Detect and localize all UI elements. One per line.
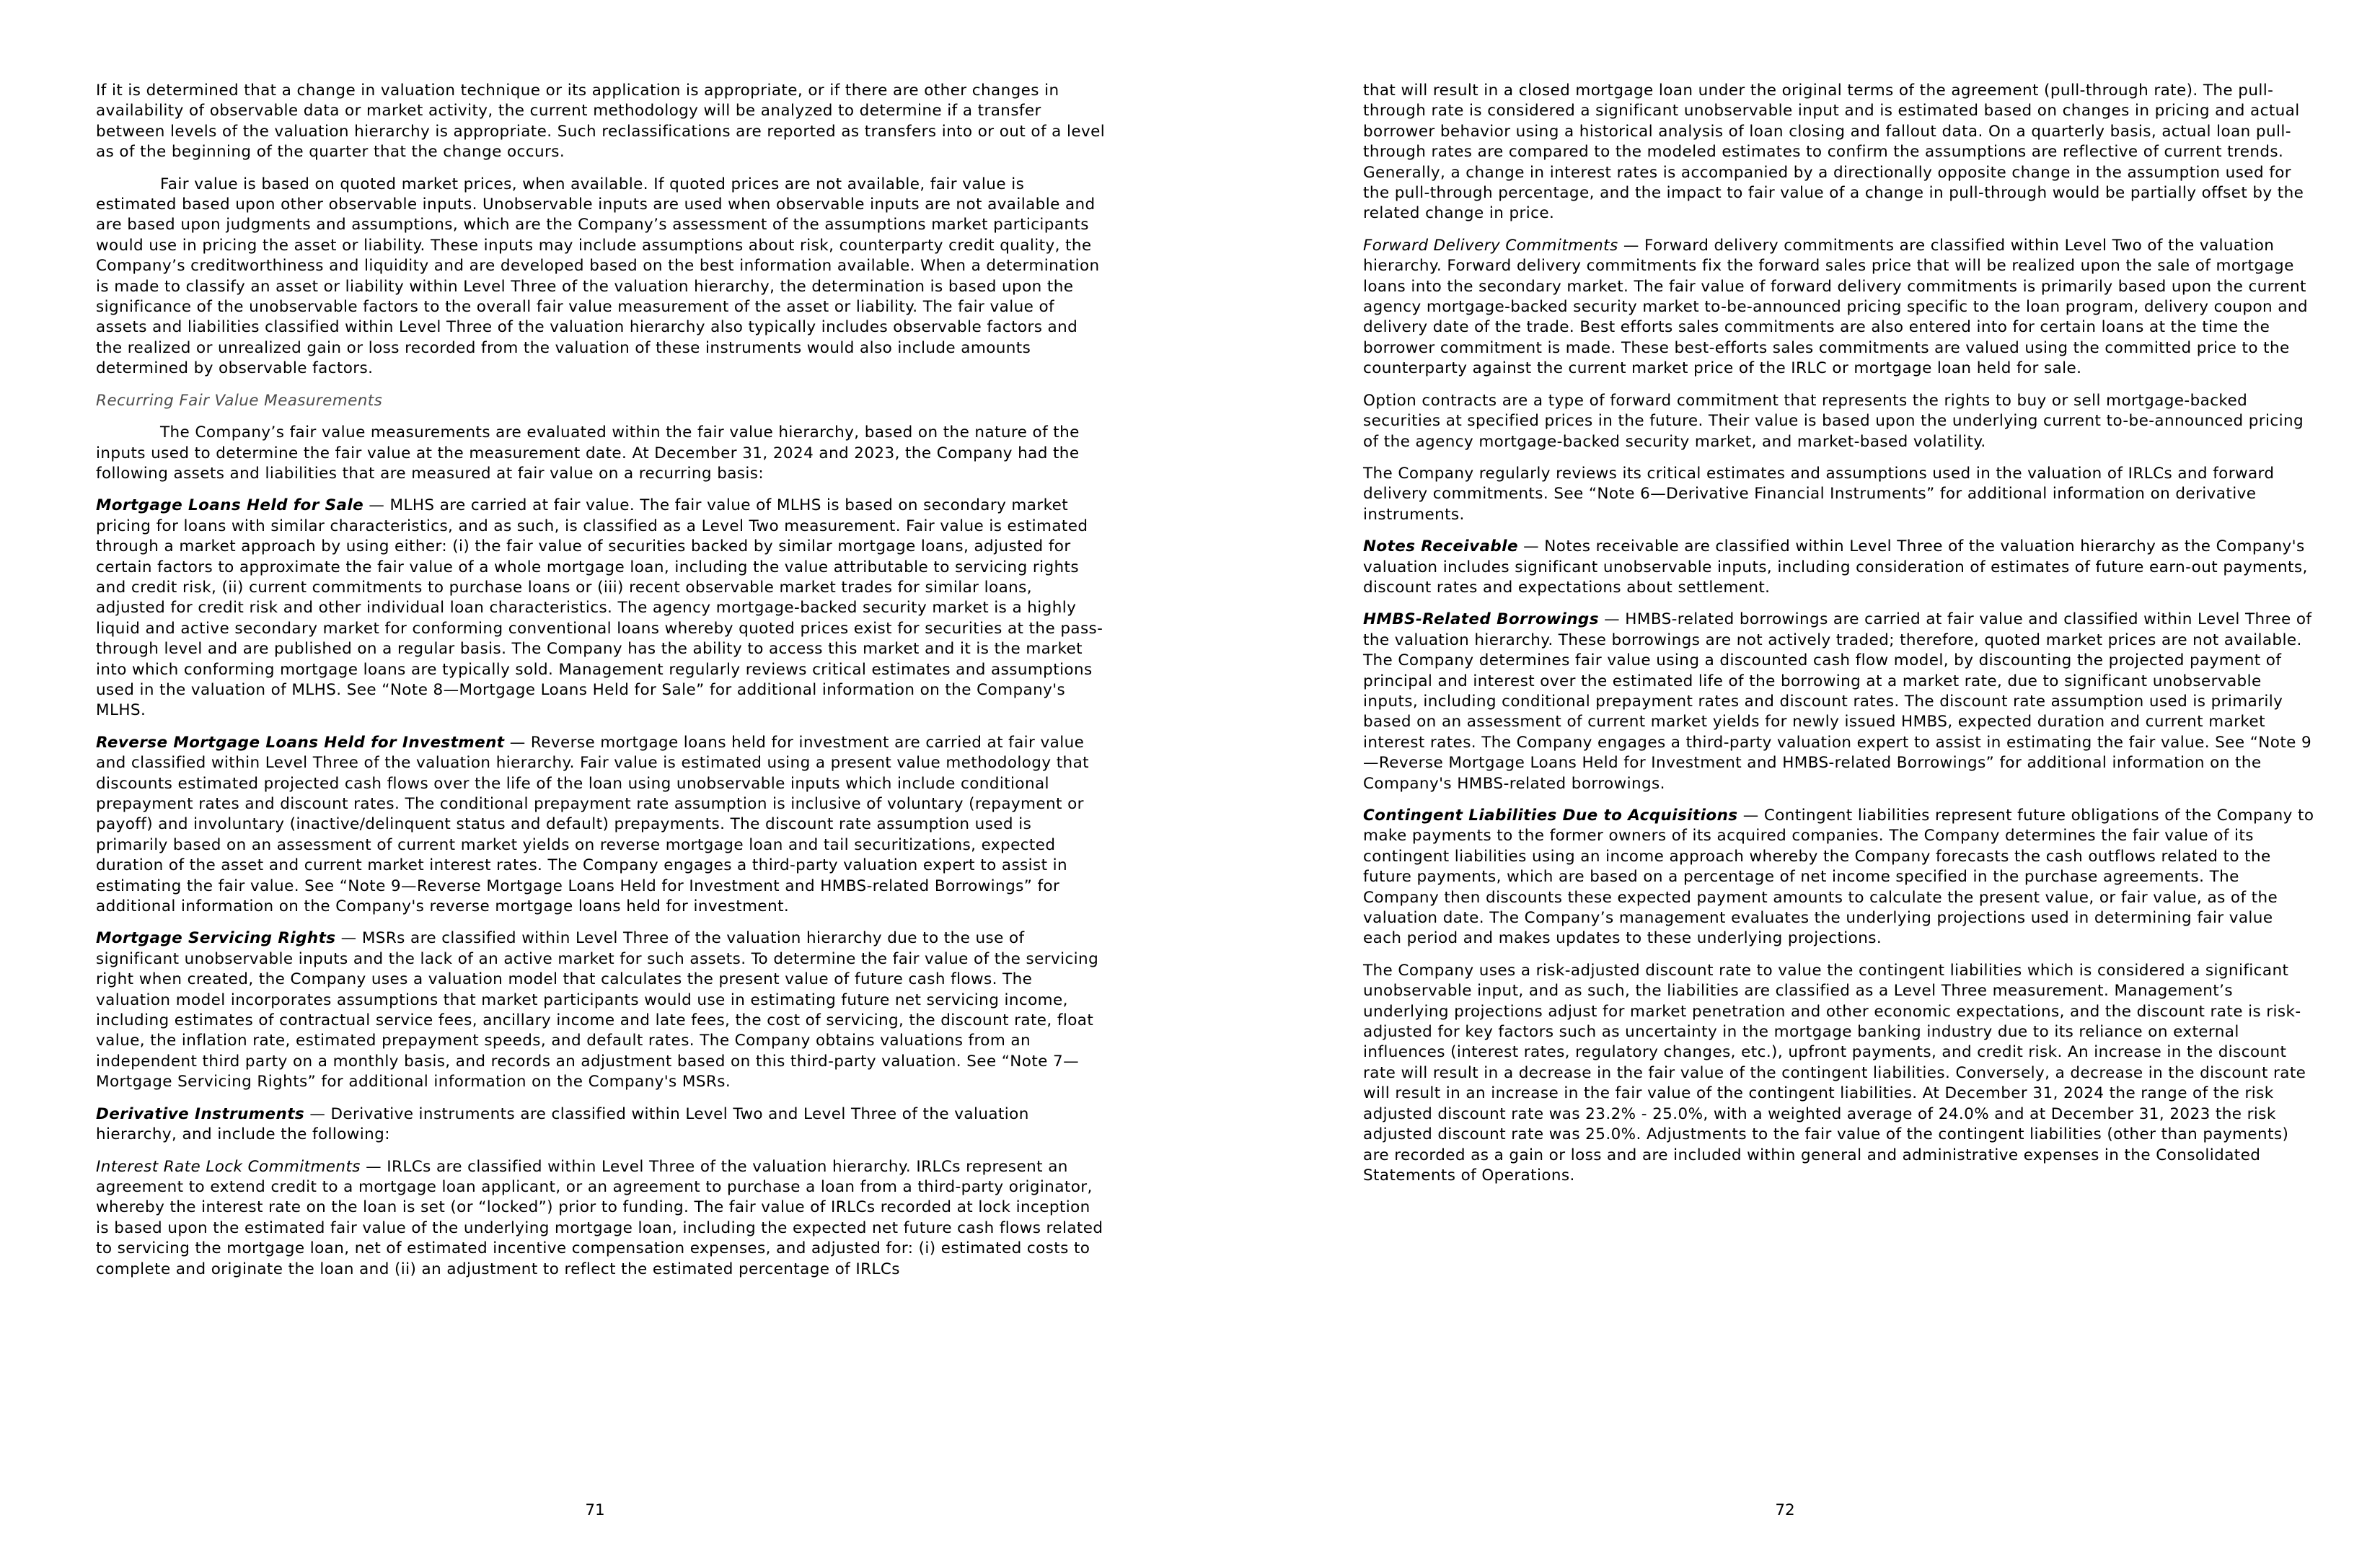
paragraph-fair-value-basis: Fair value is based on quoted market prices, when available. If quoted prices are not available, fair value is estimated based upon other observable inputs. Unobservable inputs are used when observable inputs are not available and are based upon judgments and assumptions, which are the Company’s assessment of the assumptions market participants would use in pricing the asset or liability. These inputs may include assumptions about risk, counterparty credit quality, the Company’s creditworthiness and liquidity and are developed based on the best information available. When a determination is made to classify an asset or liability within Level Three of the valuation hierarchy, the determination is based upon the significance of the unobservable factors to the overall fair value measurement of the asset or liability. The fair value of assets and liabilities classified within Level Three of the valuation hierarchy also typically includes observable factors and the realized or unrealized gain or loss recorded from the valuation of these instruments would also include amounts determined by observable factors. [96, 175, 1100, 378]
paragraph-pull-through-rate: that will result in a closed mortgage loan under the original terms of the agreement (pull-through rate). The pull-through rate is considered a significant unobservable input and is estimated based on changes in pricing and actual borrower behavior using a historical analysis of loan closing and fallout data. On a quarterly basis, actual loan pull-through rates are compared to the modeled estimates to confirm the assumptions are reflective of current trends. Generally, a change in interest rates is accompanied by a directionally opposite change in the assumption used for the pull-through percentage, and the impact to fair value of a change in pull-through would be partially offset by the related change in price. [1363, 82, 2304, 223]
paragraph-text: — Derivative instruments are classified within Level Two and Level Three of the valuation hierarchy, and include the following: [96, 1104, 1029, 1144]
term-label-mortgage-servicing-rights: Mortgage Servicing Rights [96, 929, 336, 948]
paragraph-text: — Forward delivery commitments are classified within Level Two of the valuation hierarchy. Forward delivery commitments fix the forward sales price that will be realized upon the sale of mortgage loans into the secondary market. The fair value of forward delivery commitments is primarily based upon the current agency mortgage-backed security market to-be-announced pricing specific to the loan program, delivery coupon and delivery date of the trade. Best efforts sales commitments are also entered into for certain loans at the time the borrower commitment is made. These best-efforts sales commitments are valued using the committed price to the counterparty against the current market price of the IRLC or mortgage loan held for sale. [1363, 236, 2308, 378]
paragraph-risk-adjusted-discount-rate: The Company uses a risk-adjusted discount rate to value the contingent liabilities which is considered a significant unobservable input, and as such, the liabilities are classified as a Level Three measurement. Management’s underlying projections adjust for market penetration and other economic expectations, and the discount rate is risk-adjusted for key factors such as uncertainty in the mortgage banking industry due to its reliance on external influences (interest rates, regulatory changes, etc.), upfront payments, and credit risk. An increase in the discount rate will result in a decrease in the fair value of the contingent liabilities. Conversely, a decrease in the discount rate will result in an increase in the fair value of the contingent liabilities. At December 31, 2024 the range of the risk adjusted discount rate was 23.2% - 25.0%, with a weighted average of 24.0% and at December 31, 2023 the risk adjusted discount rate was 25.0%. Adjustments to the fair value of the contingent liabilities (other than payments) are recorded as a gain or loss and are included within general and administrative expenses in the Consolidated Statements of Operations. [1363, 961, 2306, 1185]
paragraph-text: — HMBS-related borrowings are carried at fair value and classified within Level Three of the valuation hierarchy. These borrowings are not actively traded; therefore, quoted market prices are not available. The Company determines fair value using a discounted cash flow model, by discounting the projected payment of principal and interest over the estimated life of the borrowing at a market rate, due to significant unobservable inputs, including conditional prepayment rates and discount rates. The discount rate assumption used is primarily based on an assessment of current market yields for newly issued HMBS, expected duration and current market interest rates. The Company engages a third-party valuation expert to assist in estimating the fair value. See “Note 9—Reverse Mortgage Loans Held for Investment and HMBS-related Borrowings” for additional information on the Company's HMBS-related borrowings. [1363, 610, 2312, 793]
paragraph-text: — Reverse mortgage loans held for investment are carried at fair value and classified within Level Three of the valuation hierarchy. Fair value is estimated using a present value methodology that discounts estimated projected cash flows over the life of the loan using unobservable inputs which include conditional prepayment rates and discount rates. The conditional prepayment rate assumption is inclusive of voluntary (repayment or payoff) and involuntary (inactive/delinquent status and default) prepayments. The discount rate assumption used is primarily based on an assessment of current market yields on reverse mortgage loan and tail securitizations, expected duration of the asset and current market interest rates. The Company engages a third-party valuation expert to assist in estimating the fair value. See “Note 9—Reverse Mortgage Loans Held for Investment and HMBS-related Borrowings” for additional information on the Company's reverse mortgage loans held for investment. [96, 733, 1089, 916]
term-label-derivative-instruments: Derivative Instruments [96, 1104, 305, 1123]
paragraph-mortgage-servicing-rights [96, 928, 1106, 1092]
paragraph-text: — MSRs are classified within Level Three of the valuation hierarchy due to the use of significant unobservable inputs and the lack of an active market for such assets. To determine the fair value of the servicing right when created, the Company uses a valuation model that calculates the present value of future cash flows. The valuation model incorporates assumptions that market participants would use in estimating future net servicing income, including estimates of contractual service fees, ancillary income and late fees, the cost of servicing, the discount rate, float value, the inflation rate, estimated prepayment speeds, and default rates. The Company obtains valuations from an independent third party on a monthly basis, and records an adjustment based on this third-party valuation. See “Note 7—Mortgage Servicing Rights” for additional information on the Company's MSRs. [96, 929, 1099, 1091]
page-number-72: 72 [1775, 1501, 1795, 1519]
paragraph-text: — Notes receivable are classified within Level Three of the valuation hierarchy as the Company's valuation includes significant unobservable inputs, including consideration of estimates of future earn-out payments, discount rates and expectations about settlement. [1363, 537, 2308, 597]
page-72 [1190, 0, 2380, 1551]
paragraph-interest-rate-lock-commitments [96, 1157, 1106, 1280]
term-label-mortgage-loans-held-for-sale: Mortgage Loans Held for Sale [96, 496, 364, 515]
paragraph-derivative-instruments [96, 1104, 1106, 1146]
paragraph-forward-delivery-commitments [1363, 236, 2315, 379]
paragraph-critical-estimates-review: The Company regularly reviews its critical estimates and assumptions used in the valuation of IRLCs and forward delivery commitments. See “Note 6—Derivative Financial Instruments” for additional information on derivative instruments. [1363, 464, 2275, 524]
term-label-reverse-mortgage-loans: Reverse Mortgage Loans Held for Investment [96, 733, 505, 752]
paragraph-reverse-mortgage-loans [96, 733, 1106, 918]
page-72-text-column [1363, 81, 2315, 1198]
paragraph-contingent-liabilities [1363, 806, 2315, 949]
paragraph-text: — MLHS are carried at fair value. The fair value of MLHS is based on secondary market pricing for loans with similar characteristics, and as such, is classified as a Level Two measurement. Fair value is estimated through a market approach by using either: (i) the fair value of securities backed by similar mortgage loans, adjusted for certain factors to approximate the fair value of a whole mortgage loan, including the value attributable to servicing rights and credit risk, (ii) current commitments to purchase loans or (iii) recent observable market trades for similar loans, adjusted for credit risk and other individual loan characteristics. The agency mortgage-backed security market is a highly liquid and active secondary market for conforming conventional loans whereby quoted prices exist for securities at the pass-through level and are published on a regular basis. The Company has the ability to access this market and it is the market into which conforming mortgage loans are typically sold. Management regularly reviews critical estimates and assumptions used in the valuation of MLHS. See “Note 8—Mortgage Loans Held for Sale” for additional information on the Company's MLHS. [96, 496, 1103, 720]
paragraph-text: — IRLCs are classified within Level Three of the valuation hierarchy. IRLCs represent an agreement to extend credit to a mortgage loan applicant, or an agreement to purchase a loan from a third-party originator, whereby the interest rate on the loan is set (or “locked”) prior to funding. The fair value of IRLCs recorded at lock inception is based upon the estimated fair value of the underlying mortgage loan, including the expected net future cash flows related to servicing the mortgage loan, net of estimated incentive compensation expenses, and adjusted for: (i) estimated costs to complete and originate the loan and (ii) an adjustment to reflect the estimated percentage of IRLCs [96, 1157, 1103, 1278]
paragraph-transfers: If it is determined that a change in valuation technique or its application is appropriate, or if there are other changes in availability of observable data or market activity, the current methodology will be analyzed to determine if a transfer between levels of the valuation hierarchy is appropriate. Such reclassifications are reported as transfers into or out of a level as of the beginning of the quarter that the change occurs. [96, 82, 1106, 162]
paragraph-mortgage-loans-held-for-sale [96, 496, 1106, 721]
paragraph-text: — Contingent liabilities represent future obligations of the Company to make payments to the former owners of its acquired companies. The Company determines the fair value of its contingent liabilities using an income approach whereby the Company forecasts the cash outflows related to the future payments, which are based on a percentage of net income specified in the purchase agreements. The Company then discounts these expected payment amounts to calculate the present value, or fair value, as of the valuation date. The Company’s management evaluates the underlying projections used in determining fair value each period and makes updates to these underlying projections. [1363, 807, 2314, 948]
term-label-contingent-liabilities: Contingent Liabilities Due to Acquisitions [1363, 807, 1738, 825]
paragraph-option-contracts: Option contracts are a type of forward commitment that represents the rights to buy or sell mortgage-backed securities at specified prices in the future. Their value is based upon the underlying current to-be-announced pricing of the agency mortgage-backed security market, and market-based volatility. [1363, 391, 2304, 451]
term-label-notes-receivable: Notes Receivable [1363, 537, 1518, 556]
section-heading-recurring-fair-value-measurements: Recurring Fair Value Measurements [96, 391, 383, 410]
page-71-text-column [96, 81, 1106, 1291]
page-number-71: 71 [585, 1501, 605, 1519]
paragraph-notes-receivable [1363, 537, 2315, 598]
term-label-hmbs-related-borrowings: HMBS-Related Borrowings [1363, 610, 1599, 629]
paragraph-fair-value-hierarchy-intro: The Company’s fair value measurements are evaluated within the fair value hierarchy, based on the nature of the inputs used to determine the fair value at the measurement date. At December 31, 2024 and 2023, the Company had the following assets and liabilities that are measured at fair value on a recurring basis: [96, 423, 1080, 483]
paragraph-hmbs-related-borrowings [1363, 610, 2315, 794]
term-label-interest-rate-lock-commitments: Interest Rate Lock Commitments [96, 1157, 361, 1176]
term-label-forward-delivery-commitments: Forward Delivery Commitments [1363, 236, 1618, 255]
